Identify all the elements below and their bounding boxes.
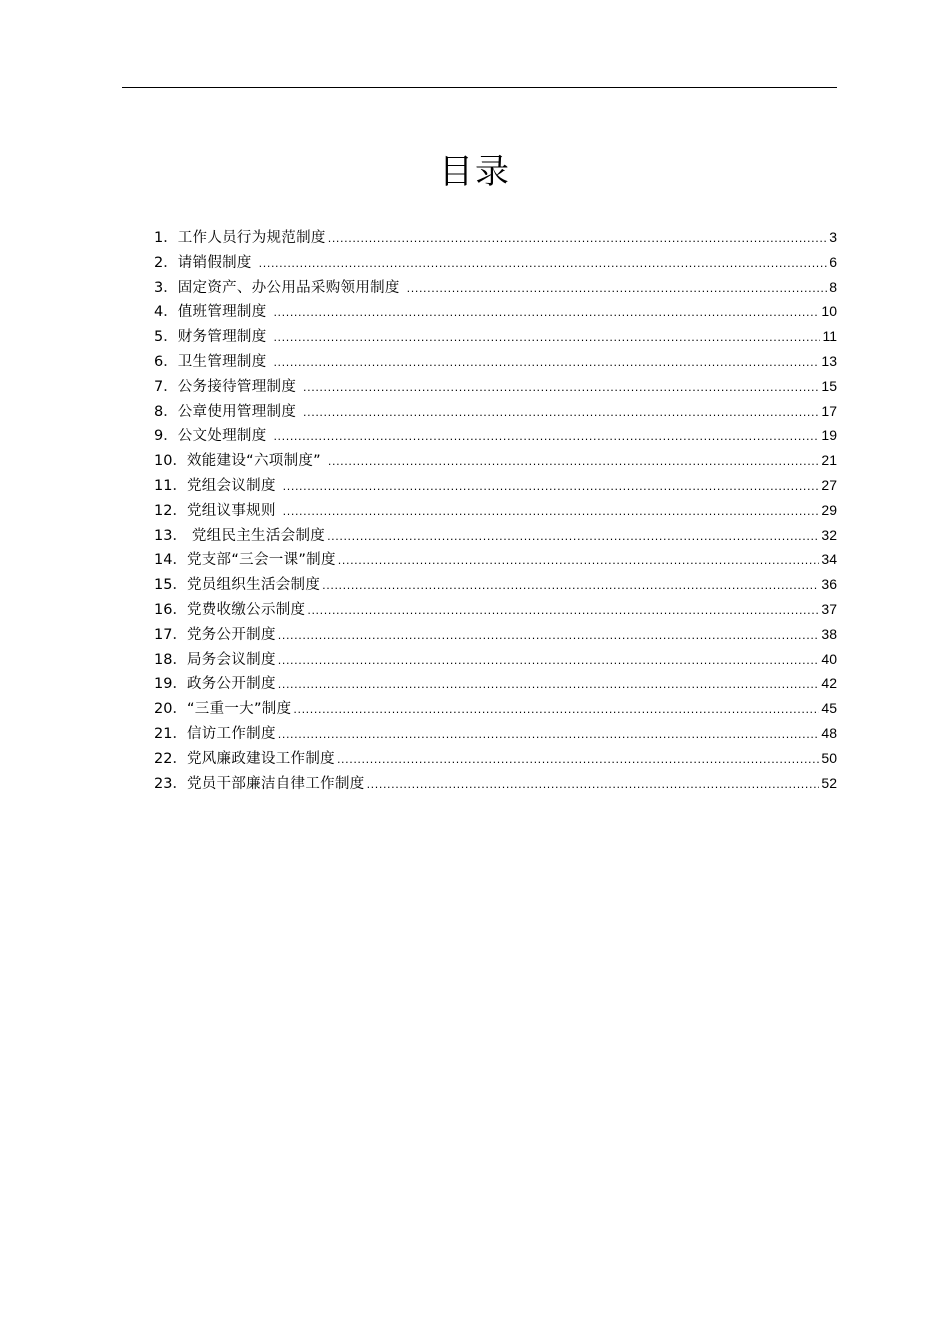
table-of-contents xyxy=(154,225,837,795)
toc-entry-page-number: 19 xyxy=(821,427,837,444)
toc-dot-leader xyxy=(273,351,819,376)
toc-entry-title: 党员组织生活会制度 xyxy=(186,577,321,594)
toc-entry-title: 党组会议制度 xyxy=(186,477,281,494)
toc-entry-number: 23． xyxy=(154,775,187,792)
toc-entry-title: 工作人员行为规范制度 xyxy=(177,230,326,246)
toc-entry-title: 公文处理制度 xyxy=(177,428,272,445)
toc-entry-title: 局务会议制度 xyxy=(186,651,276,668)
toc-entry-number: 6． xyxy=(154,353,178,370)
toc-entry-title: 党风廉政建设工作制度 xyxy=(186,750,335,767)
toc-entry-number: 9． xyxy=(154,428,178,445)
toc-entry[interactable] xyxy=(154,721,837,746)
toc-entry-page-number: 36 xyxy=(821,576,837,593)
toc-entry-page-number: 50 xyxy=(821,749,837,766)
toc-entry-page-number: 45 xyxy=(821,700,837,717)
toc-dot-leader xyxy=(338,549,820,574)
toc-dot-leader xyxy=(278,649,820,674)
toc-entry-number: 17． xyxy=(154,626,187,643)
toc-entry-page-number: 17 xyxy=(821,402,837,419)
toc-entry-title: 财务管理制度 xyxy=(177,329,272,346)
toc-dot-leader xyxy=(273,425,819,450)
toc-dot-leader xyxy=(303,376,819,401)
toc-dot-leader xyxy=(328,227,827,252)
toc-entry-number: 21． xyxy=(154,725,187,742)
toc-entry-number: 5． xyxy=(154,329,178,346)
toc-entry-number: 13． xyxy=(154,527,187,544)
toc-entry[interactable] xyxy=(154,324,837,349)
toc-entry[interactable] xyxy=(154,647,837,672)
toc-dot-leader xyxy=(293,698,819,723)
toc-entry[interactable] xyxy=(154,671,837,696)
toc-entry-number: 15． xyxy=(154,577,187,594)
toc-entry[interactable] xyxy=(154,696,837,721)
toc-entry[interactable] xyxy=(154,448,837,473)
toc-dot-leader xyxy=(328,450,820,475)
toc-dot-leader xyxy=(327,525,819,550)
toc-entry[interactable] xyxy=(154,597,837,622)
toc-entry-number: 20． xyxy=(154,701,187,718)
toc-entry[interactable] xyxy=(154,275,837,300)
toc-entry-page-number: 21 xyxy=(821,452,837,469)
toc-entry-page-number: 27 xyxy=(821,476,837,493)
toc-entry-number: 4． xyxy=(154,304,178,321)
toc-entry[interactable] xyxy=(154,349,837,374)
toc-dot-leader xyxy=(278,723,820,748)
toc-dot-leader xyxy=(273,301,819,326)
toc-entry-number: 8． xyxy=(154,403,178,420)
toc-entry-number: 14． xyxy=(154,552,187,569)
toc-entry-title: 值班管理制度 xyxy=(177,304,272,321)
toc-entry[interactable] xyxy=(154,399,837,424)
toc-entry-title: “三重一大”制度 xyxy=(186,701,292,718)
toc-entry-page-number: 3 xyxy=(829,229,837,245)
toc-entry-title: 党组民主生活会制度 xyxy=(186,527,326,544)
toc-entry-number: 2． xyxy=(154,254,178,271)
toc-entry-title: 请销假制度 xyxy=(177,254,257,271)
toc-dot-leader xyxy=(278,673,820,698)
toc-dot-leader xyxy=(367,773,820,798)
toc-dot-leader xyxy=(303,401,819,426)
toc-entry-title: 党务公开制度 xyxy=(186,626,276,643)
toc-entry-page-number: 8 xyxy=(829,278,837,295)
toc-dot-leader xyxy=(407,277,828,302)
toc-entry[interactable] xyxy=(154,771,837,796)
toc-entry-title: 党支部“三会一课”制度 xyxy=(186,552,336,569)
toc-entry[interactable] xyxy=(154,225,837,250)
toc-dot-leader xyxy=(307,599,819,624)
toc-entry-page-number: 48 xyxy=(821,724,837,741)
page-title: 目录 xyxy=(439,152,511,192)
toc-entry-page-number: 15 xyxy=(821,377,837,394)
toc-entry-title: 政务公开制度 xyxy=(186,676,276,693)
toc-dot-leader xyxy=(322,574,819,599)
toc-entry-page-number: 11 xyxy=(822,328,837,345)
toc-entry-number: 11． xyxy=(154,477,187,494)
toc-entry-title: 效能建设“六项制度” xyxy=(186,453,326,470)
toc-dot-leader xyxy=(337,748,819,773)
toc-entry-page-number: 40 xyxy=(821,650,837,667)
toc-entry[interactable] xyxy=(154,572,837,597)
toc-entry[interactable] xyxy=(154,250,837,275)
toc-entry-page-number: 32 xyxy=(821,526,837,543)
toc-entry-number: 7． xyxy=(154,378,178,395)
toc-entry[interactable] xyxy=(154,498,837,523)
toc-entry[interactable] xyxy=(154,374,837,399)
toc-entry-page-number: 38 xyxy=(821,625,837,642)
toc-entry-number: 3． xyxy=(154,279,178,296)
toc-entry-page-number: 52 xyxy=(821,774,837,791)
toc-entry[interactable] xyxy=(154,622,837,647)
toc-entry[interactable] xyxy=(154,523,837,548)
toc-entry-title: 信访工作制度 xyxy=(186,725,276,742)
toc-dot-leader xyxy=(283,475,820,500)
toc-entry[interactable] xyxy=(154,423,837,448)
toc-entry-title: 党费收缴公示制度 xyxy=(186,601,306,618)
toc-entry-page-number: 13 xyxy=(821,352,837,369)
header-rule xyxy=(122,87,837,88)
toc-entry-title: 公章使用管理制度 xyxy=(177,403,302,420)
toc-dot-leader xyxy=(283,500,820,525)
toc-entry-page-number: 37 xyxy=(821,600,837,617)
toc-entry-number: 12． xyxy=(154,502,187,519)
toc-entry-number: 19． xyxy=(154,676,187,693)
toc-entry-title: 固定资产、办公用品采购领用制度 xyxy=(177,279,405,296)
toc-entry-page-number: 29 xyxy=(821,501,837,518)
toc-entry[interactable] xyxy=(154,299,837,324)
toc-dot-leader xyxy=(278,624,820,649)
toc-entry-number: 18． xyxy=(154,651,187,668)
toc-dot-leader xyxy=(273,326,820,351)
toc-entry-page-number: 34 xyxy=(821,551,837,568)
toc-entry-page-number: 10 xyxy=(821,303,837,320)
toc-entry[interactable] xyxy=(154,473,837,498)
toc-entry-number: 22． xyxy=(154,750,187,767)
toc-entry[interactable] xyxy=(154,547,837,572)
toc-entry-title: 党员干部廉洁自律工作制度 xyxy=(186,775,365,792)
toc-dot-leader xyxy=(259,252,828,277)
toc-entry-title: 党组议事规则 xyxy=(186,502,281,519)
toc-entry-number: 1． xyxy=(154,230,178,246)
toc-entry-title: 公务接待管理制度 xyxy=(177,378,302,395)
toc-entry[interactable] xyxy=(154,746,837,771)
toc-entry-page-number: 6 xyxy=(829,253,837,270)
toc-entry-title: 卫生管理制度 xyxy=(177,353,272,370)
toc-entry-number: 16． xyxy=(154,601,187,618)
toc-entry-page-number: 42 xyxy=(821,675,837,692)
toc-entry-number: 10． xyxy=(154,453,187,470)
